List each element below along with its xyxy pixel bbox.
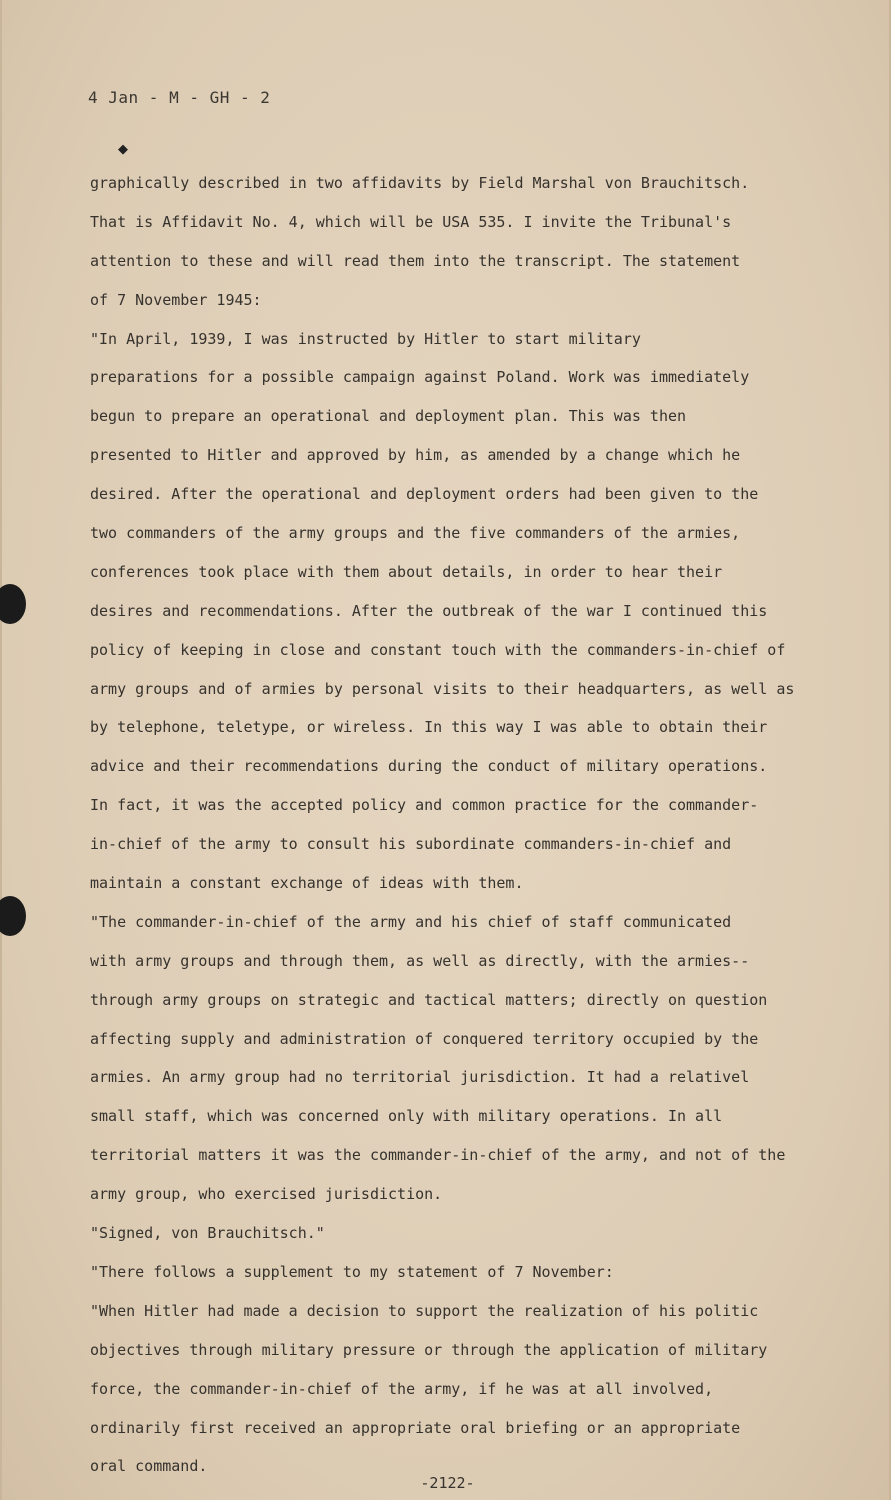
transcript-body [90,164,850,1486]
text-line: in-chief of the army to consult his subordinate commanders-in-chief and [90,835,732,854]
text-line: advice and their recommendations during the conduct of military operations. [90,757,768,776]
text-line: territorial matters it was the commander-in-chief of the army, and not of the [90,1146,786,1165]
text-line: "In April, 1939, I was instructed by Hitler to start military [90,329,641,348]
text-line: army groups and of armies by personal visits to their headquarters, as well as [90,679,795,698]
text-line: That is Affidavit No. 4, which will be USA 535. I invite the Tribunal's [90,212,732,231]
text-line: ordinarily first received an appropriate oral briefing or an appropriate [90,1418,741,1437]
text-line: "The commander-in-chief of the army and his chief of staff communicated [90,912,732,931]
text-line: two commanders of the army groups and the five commanders of the armies, [90,524,741,543]
text-line: objectives through military pressure or through the application of military [90,1340,768,1359]
text-line: armies. An army group had no territorial jurisdiction. It had a relativel [90,1068,750,1087]
text-line: In fact, it was the accepted policy and common practice for the commander- [90,796,759,815]
text-line: army group, who exercised jurisdiction. [90,1185,443,1204]
text-line: graphically described in two affidavits by Field Marshal von Brauchitsch. [90,174,750,192]
text-line: "Signed, von Brauchitsch." [90,1224,325,1243]
text-line: desired. After the operational and deployment orders had been given to the [90,485,759,504]
text-line: presented to Hitler and approved by him, as amended by a change which he [90,446,741,465]
page-number: -2122- [420,1474,475,1492]
punch-hole-lower [0,896,26,936]
text-line: of 7 November 1945: [90,290,262,309]
text-line: "When Hitler had made a decision to support the realization of his politic [90,1301,759,1320]
pointer-mark: ◆ [118,142,128,157]
text-line: begun to prepare an operational and deployment plan. This was then [90,407,687,426]
text-line: force, the commander-in-chief of the army, if he was at all involved, [90,1379,714,1398]
text-line: oral command. [90,1457,208,1476]
text-line: attention to these and will read them into the transcript. The statement [90,251,741,270]
text-line: "There follows a supplement to my statement of 7 November: [90,1262,614,1281]
punch-hole-upper [0,584,26,624]
text-line: conferences took place with them about details, in order to hear their [90,562,723,581]
text-line: through army groups on strategic and tactical matters; directly on question [90,990,768,1009]
text-line: small staff, which was concerned only with military operations. In all [90,1107,723,1126]
text-line: preparations for a possible campaign against Poland. Work was immediately [90,368,750,387]
text-line: affecting supply and administration of conquered territory occupied by the [90,1029,759,1048]
text-line: desires and recommendations. After the outbreak of the war I continued this [90,601,768,620]
text-line: maintain a constant exchange of ideas with them. [90,874,524,893]
text-line: policy of keeping in close and constant touch with the commanders-in-chief of [90,640,786,659]
text-line: with army groups and through them, as well as directly, with the armies-- [90,951,750,970]
text-line: by telephone, teletype, or wireless. In this way I was able to obtain their [90,718,768,737]
page-header: 4 Jan - M - GH - 2 [88,88,271,107]
